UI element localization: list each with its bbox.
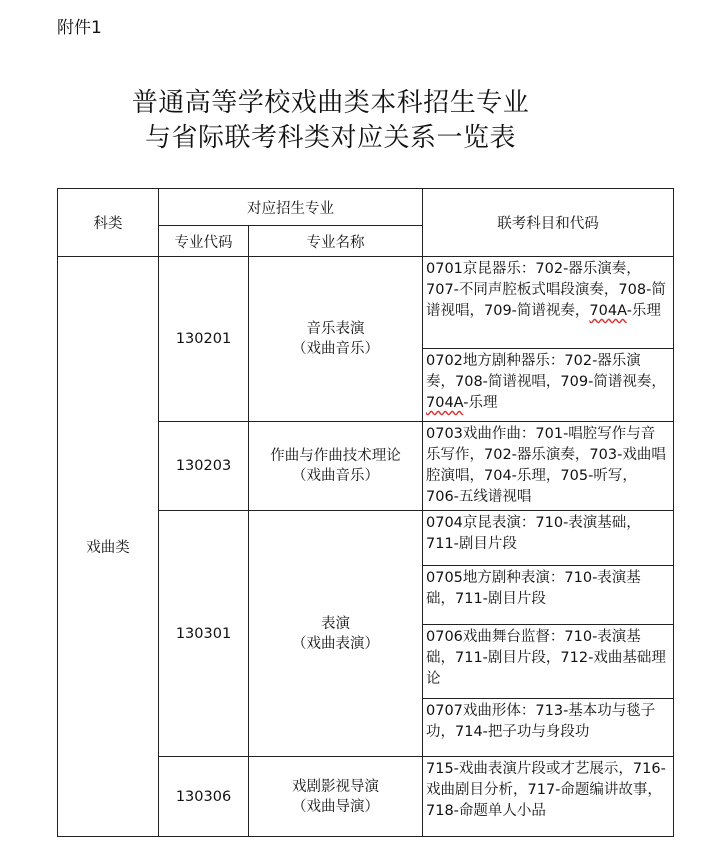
header-major-group: 对应招生专业 xyxy=(159,189,423,226)
major-name-line1: 音乐表演 xyxy=(306,321,365,337)
correspondence-table xyxy=(57,188,674,837)
major-code-cell: 130306 xyxy=(159,757,249,837)
major-name-line1: 作曲与作曲技术理论 xyxy=(270,448,401,464)
major-name-line1: 戏剧影视导演 xyxy=(292,778,379,795)
exam-subject-cell: 0701京昆器乐：702-器乐演奏，707-不同声腔板式唱段演奏，708-简谱视唱，709-简谱视奏，704A-乐理 xyxy=(423,257,674,349)
attachment-label: 附件1 xyxy=(57,18,102,38)
document-title-line1: 普通高等学校戏曲类本科招生专业 xyxy=(131,88,530,118)
major-name-line2: （戏曲导演） xyxy=(292,798,379,815)
document-title-line2: 与省际联考科类对应关系一览表 xyxy=(144,123,516,153)
major-name-line1: 表演 xyxy=(321,615,350,632)
major-code-cell: 130301 xyxy=(159,511,249,757)
major-name-cell xyxy=(249,257,423,422)
major-code-cell: 130203 xyxy=(159,422,249,511)
table-row xyxy=(58,257,674,349)
header-row xyxy=(58,189,674,226)
major-name-line2: （戏曲表演） xyxy=(292,635,379,652)
header-category: 科类 xyxy=(58,189,159,257)
header-major-code: 专业代码 xyxy=(159,226,249,257)
category-cell: 戏曲类 xyxy=(58,257,159,837)
major-name-cell xyxy=(249,511,423,757)
major-name-cell xyxy=(249,422,423,511)
exam-subject-cell: 0702地方剧种器乐：702-器乐演奏，708-简谱视唱，709-简谱视奏，704A-乐理 xyxy=(423,349,674,422)
header-major-name: 专业名称 xyxy=(249,226,423,257)
major-name-line2: （戏曲音乐） xyxy=(292,341,379,357)
exam-subject-cell: 0706戏曲舞台监督：710-表演基础，711-剧目片段，712-戏曲基础理论 xyxy=(423,625,674,699)
exam-subject-cell: 715-戏曲表演片段或才艺展示，716-戏曲剧目分析，717-命题编讲故事，718-命题单人小品 xyxy=(423,757,674,837)
exam-subject-cell: 0703戏曲作曲：701-唱腔写作与音乐写作，702-器乐演奏，703-戏曲唱腔演唱，704-乐理，705-听写，706-五线谱视唱 xyxy=(423,422,674,511)
exam-subject-cell: 0704京昆表演：710-表演基础，711-剧目片段 xyxy=(423,511,674,566)
major-code-cell: 130201 xyxy=(159,257,249,422)
exam-subject-cell: 0707戏曲形体：713-基本功与毯子功，714-把子功与身段功 xyxy=(423,699,674,757)
header-exam-subjects: 联考科目和代码 xyxy=(423,189,674,257)
major-name-cell xyxy=(249,757,423,837)
exam-subject-cell: 0705地方剧种表演：710-表演基础，711-剧目片段 xyxy=(423,566,674,625)
major-name-line2: （戏曲音乐） xyxy=(292,468,379,484)
